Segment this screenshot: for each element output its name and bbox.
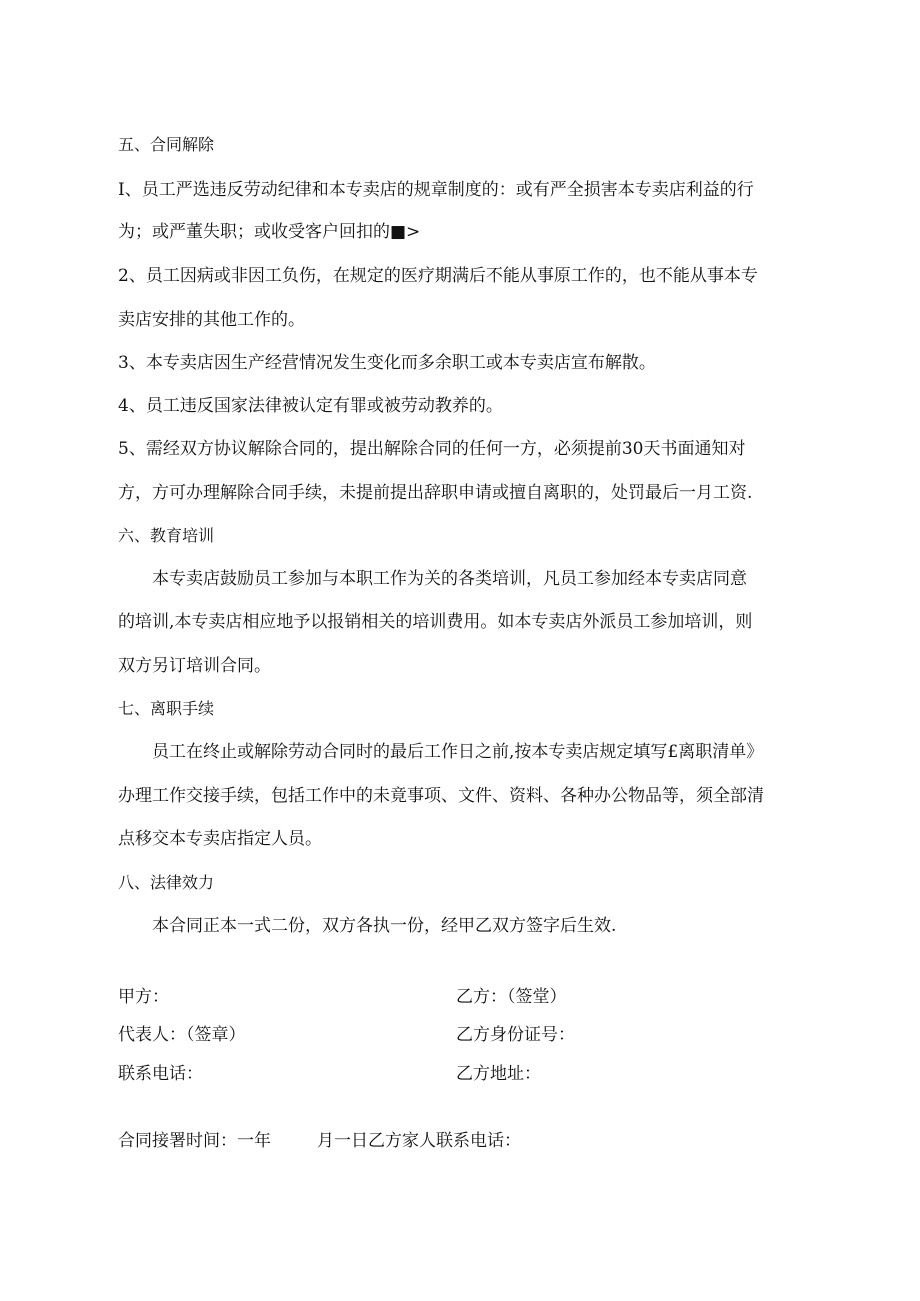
section-6-heading: 六、教育培训: [118, 526, 215, 545]
section-5-heading: 五、合同解除: [118, 135, 215, 154]
phone-label: 联系电话：: [118, 1064, 203, 1084]
sign-time-prefix: 合同接署时间：一年: [118, 1131, 271, 1151]
section-8-line-1: 本合同正本一式二份，双方各执一份，经甲乙双方签字后生效.: [152, 916, 617, 936]
section-5-line-1: I、员工严选违反劳动纪律和本专卖店的规章制度的：或有严全损害本专卖店利益的行: [118, 180, 754, 200]
section-5-line-4: 卖店安排的其他工作的。: [118, 310, 305, 330]
section-5-line-8: 方，方可办理解除合同手续，未提前提出辞职申请或擅自离职的，处罚最后一月工资.: [118, 483, 753, 503]
section-6-line-1: 本专卖店鼓励员工参加与本职工作为关的各类培训，凡员工参加经本专卖店同意: [152, 569, 747, 589]
section-5-line-3: 2、员工因病或非因工负伤，在规定的医疗期满后不能从事原工作的，也不能从事本专: [118, 266, 758, 286]
representative-label: 代表人：（签章）: [118, 1025, 246, 1045]
section-7-line-2: 办理工作交接手续，包括工作中的未竟事项、文件、资料、各种办公物品等，须全部清: [118, 786, 764, 806]
section-8-heading: 八、法律效力: [118, 873, 215, 892]
party-b-id-label: 乙方身份证号：: [456, 1025, 575, 1045]
section-7-heading: 七、离职手续: [118, 699, 215, 718]
section-6-line-3: 双方另订培训合同。: [118, 656, 271, 676]
section-5-line-7: 5、需经双方协议解除合同的，提出解除合同的任何一方，必须提前30天书面通知对: [118, 439, 746, 459]
sign-time-line: [118, 1129, 521, 1153]
section-7-line-3: 点移交本专卖店指定人员。: [118, 829, 322, 849]
party-a-label: 甲方：: [118, 987, 169, 1007]
section-5-line-5: 3、本专卖店因生产经营情况发生变化而多余职工或本专卖店宣布解散。: [118, 353, 656, 373]
section-7-line-1: 员工在终止或解除劳动合同时的最后工作日之前,按本专卖店规定填写£离职清单》: [152, 742, 764, 762]
sign-time-suffix: 月一日乙方家人联系电话：: [317, 1131, 521, 1151]
section-5-line-6: 4、员工违反国家法律被认定有罪或被劳动教养的。: [118, 396, 503, 416]
section-5-line-2: 为；或严董失职；或收受客户回扣的■>: [118, 222, 421, 242]
party-b-label: 乙方：（签堂）: [456, 987, 567, 1007]
party-b-address-label: 乙方地址：: [456, 1064, 541, 1084]
section-6-line-2: 的培训,本专卖店相应地予以报销相关的培训费用。如本专卖店外派员工参加培训，则: [118, 612, 753, 632]
